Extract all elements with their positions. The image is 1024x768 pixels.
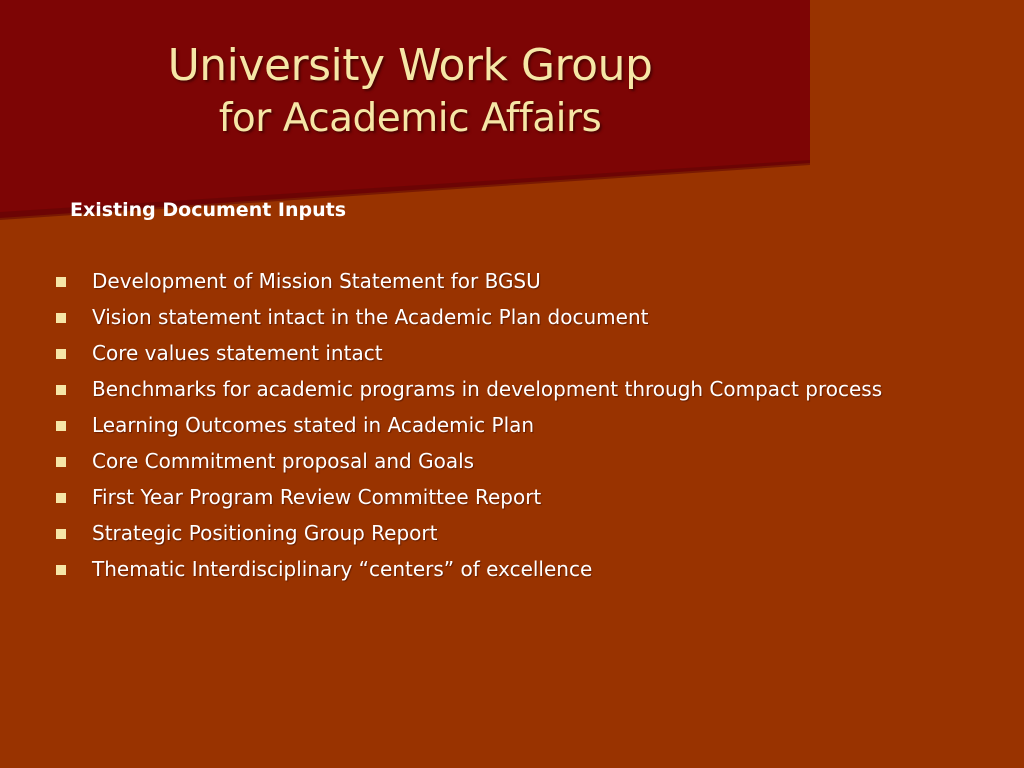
bullet-text: Learning Outcomes stated in Academic Plan	[92, 413, 535, 437]
square-bullet-icon	[56, 493, 66, 503]
bullet-text: Development of Mission Statement for BGSU	[92, 269, 541, 293]
square-bullet-icon	[56, 313, 66, 323]
bullet-item	[54, 302, 924, 332]
bullet-item	[54, 554, 924, 584]
square-bullet-icon	[56, 457, 66, 467]
bullet-text: Vision statement intact in the Academic Plan document	[92, 305, 649, 329]
bullet-text: Thematic Interdisciplinary “centers” of excellence	[92, 557, 593, 581]
bullet-item	[54, 410, 924, 440]
bullet-item	[54, 338, 924, 368]
bullet-item	[54, 482, 924, 512]
square-bullet-icon	[56, 565, 66, 575]
bullet-text: Core values statement intact	[92, 341, 383, 365]
slide-title	[130, 38, 690, 144]
bullet-text: Strategic Positioning Group Report	[92, 521, 438, 545]
section-heading: Existing Document Inputs	[70, 199, 347, 221]
square-bullet-icon	[56, 277, 66, 287]
bullet-list	[54, 266, 924, 590]
title-line-2: for Academic Affairs	[218, 96, 602, 141]
square-bullet-icon	[56, 385, 66, 395]
bullet-item	[54, 518, 924, 548]
bullet-text: Core Commitment proposal and Goals	[92, 449, 475, 473]
bullet-item	[54, 374, 924, 404]
title-line-1: University Work Group	[167, 40, 653, 91]
square-bullet-icon	[56, 529, 66, 539]
bullet-text: Benchmarks for academic programs in development through Compact process	[92, 377, 883, 401]
bullet-text: First Year Program Review Committee Report	[92, 485, 542, 509]
square-bullet-icon	[56, 349, 66, 359]
bullet-item	[54, 266, 924, 296]
bullet-item	[54, 446, 924, 476]
square-bullet-icon	[56, 421, 66, 431]
